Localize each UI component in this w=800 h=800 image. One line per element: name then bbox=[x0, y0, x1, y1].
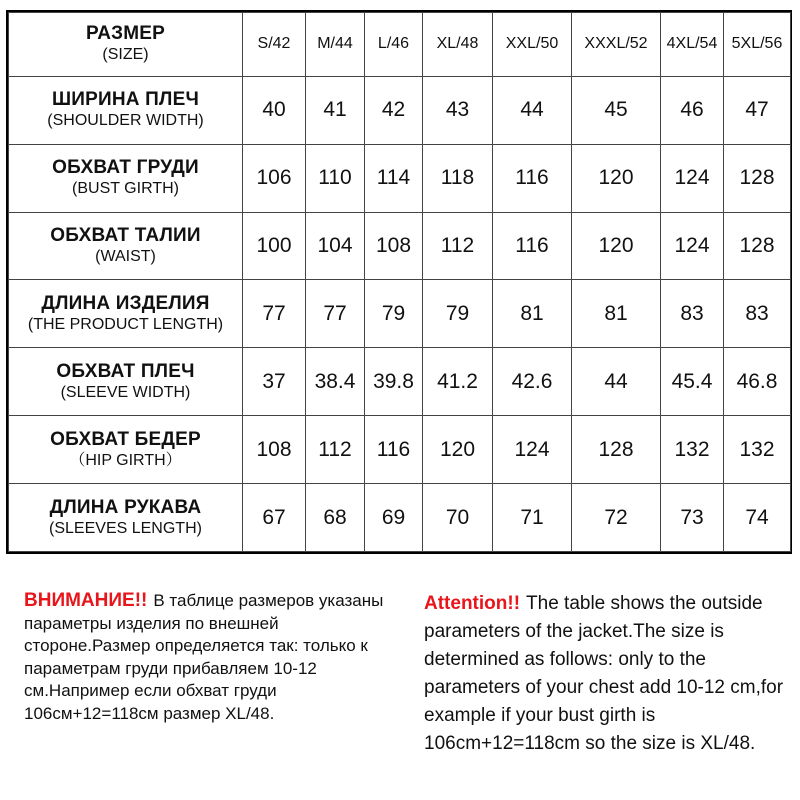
attention-heading-ru: ВНИМАНИЕ!! bbox=[24, 590, 148, 611]
row-label-ru: ДЛИНА ИЗДЕЛИЯ bbox=[41, 292, 210, 314]
table-cell-value: 41.2 bbox=[423, 348, 493, 416]
attention-note-ru bbox=[24, 590, 396, 725]
table-cell-value: 108 bbox=[365, 212, 423, 280]
table-cell-value: 68 bbox=[306, 484, 365, 552]
size-column-header: XXXL/52 bbox=[572, 13, 661, 77]
table-cell-value: 128 bbox=[724, 144, 791, 212]
table-cell-value: 40 bbox=[243, 76, 306, 144]
table-cell-value: 41 bbox=[306, 76, 365, 144]
table-cell-value: 45 bbox=[572, 76, 661, 144]
table-cell-value: 69 bbox=[365, 484, 423, 552]
table-cell-value: 83 bbox=[661, 280, 724, 348]
row-label-ru: ОБХВАТ ТАЛИИ bbox=[50, 225, 201, 247]
table-cell-value: 106 bbox=[243, 144, 306, 212]
table-cell-value: 116 bbox=[365, 416, 423, 484]
table-cell-value: 118 bbox=[423, 144, 493, 212]
table-cell-value: 72 bbox=[572, 484, 661, 552]
table-cell-value: 47 bbox=[724, 76, 791, 144]
attention-text-en: The table shows the outside parameters of the jacket.The size is determined as follows: only to the parameters of your chest add 10-12 cm,for example if your bust girth is 106cm+12=118cm so the size is XL/48. bbox=[424, 593, 784, 754]
table-cell-value: 73 bbox=[661, 484, 724, 552]
table-row bbox=[9, 484, 791, 552]
row-label-ru: ШИРИНА ПЛЕЧ bbox=[51, 89, 199, 111]
table-cell-value: 79 bbox=[365, 280, 423, 348]
table-cell-value: 104 bbox=[306, 212, 365, 280]
table-cell-value: 124 bbox=[493, 416, 572, 484]
table-cell-value: 70 bbox=[423, 484, 493, 552]
row-label-cell bbox=[9, 484, 243, 552]
row-label-en: (WAIST) bbox=[95, 248, 156, 266]
table-cell-value: 38.4 bbox=[306, 348, 365, 416]
row-label-en: (SLEEVES LENGTH) bbox=[49, 519, 202, 537]
table-cell-value: 39.8 bbox=[365, 348, 423, 416]
size-column-header: XXL/50 bbox=[493, 13, 572, 77]
table-cell-value: 114 bbox=[365, 144, 423, 212]
row-label-ru: ДЛИНА РУКАВА bbox=[49, 496, 202, 518]
table-cell-value: 37 bbox=[243, 348, 306, 416]
table-cell-value: 43 bbox=[423, 76, 493, 144]
row-label-cell bbox=[9, 416, 243, 484]
size-column-header: XL/48 bbox=[423, 13, 493, 77]
table-cell-value: 128 bbox=[572, 416, 661, 484]
size-header-label-en: (SIZE) bbox=[102, 46, 149, 64]
table-cell-value: 42.6 bbox=[493, 348, 572, 416]
table-cell-value: 45.4 bbox=[661, 348, 724, 416]
table-cell-value: 79 bbox=[423, 280, 493, 348]
row-label-en: (THE PRODUCT LENGTH) bbox=[27, 315, 224, 333]
table-cell-value: 44 bbox=[493, 76, 572, 144]
size-column-header: L/46 bbox=[365, 13, 423, 77]
size-column-header: 5XL/56 bbox=[724, 13, 791, 77]
size-column-header: M/44 bbox=[306, 13, 365, 77]
row-label-en: (SHOULDER WIDTH) bbox=[47, 112, 204, 130]
table-cell-value: 120 bbox=[572, 212, 661, 280]
table-cell-value: 132 bbox=[661, 416, 724, 484]
size-header-label-ru: РАЗМЕР bbox=[86, 23, 165, 45]
table-cell-value: 71 bbox=[493, 484, 572, 552]
row-label-cell bbox=[9, 212, 243, 280]
row-label-en: (BUST GIRTH) bbox=[72, 180, 179, 198]
table-cell-value: 120 bbox=[423, 416, 493, 484]
table-row bbox=[9, 144, 791, 212]
table-cell-value: 132 bbox=[724, 416, 791, 484]
table-cell-value: 46.8 bbox=[724, 348, 791, 416]
table-cell-value: 124 bbox=[661, 212, 724, 280]
table-cell-value: 46 bbox=[661, 76, 724, 144]
table-cell-value: 112 bbox=[306, 416, 365, 484]
row-label-ru: ОБХВАТ ПЛЕЧ bbox=[56, 360, 195, 382]
table-cell-value: 116 bbox=[493, 144, 572, 212]
row-label-cell bbox=[9, 280, 243, 348]
size-chart-table bbox=[8, 12, 791, 552]
table-row bbox=[9, 280, 791, 348]
row-label-ru: ОБХВАТ ГРУДИ bbox=[52, 157, 199, 179]
table-cell-value: 100 bbox=[243, 212, 306, 280]
table-cell-value: 83 bbox=[724, 280, 791, 348]
table-cell-value: 81 bbox=[572, 280, 661, 348]
table-row bbox=[9, 348, 791, 416]
table-cell-value: 74 bbox=[724, 484, 791, 552]
table-cell-value: 67 bbox=[243, 484, 306, 552]
size-column-header: 4XL/54 bbox=[661, 13, 724, 77]
table-cell-value: 112 bbox=[423, 212, 493, 280]
table-cell-value: 42 bbox=[365, 76, 423, 144]
table-row bbox=[9, 76, 791, 144]
attention-note-en bbox=[424, 590, 784, 758]
table-row bbox=[9, 212, 791, 280]
size-header-cell bbox=[9, 13, 243, 77]
table-cell-value: 120 bbox=[572, 144, 661, 212]
row-label-ru: ОБХВАТ БЕДЕР bbox=[50, 428, 201, 450]
table-cell-value: 128 bbox=[724, 212, 791, 280]
row-label-en: （HIP GIRTH） bbox=[69, 451, 182, 469]
table-header-row bbox=[9, 13, 791, 77]
table-cell-value: 77 bbox=[243, 280, 306, 348]
row-label-cell bbox=[9, 144, 243, 212]
table-row bbox=[9, 416, 791, 484]
size-column-header: S/42 bbox=[243, 13, 306, 77]
table-cell-value: 77 bbox=[306, 280, 365, 348]
row-label-cell bbox=[9, 76, 243, 144]
attention-heading-en: Attention!! bbox=[424, 593, 521, 614]
table-cell-value: 108 bbox=[243, 416, 306, 484]
table-cell-value: 44 bbox=[572, 348, 661, 416]
attention-text-ru: В таблице размеров указаны параметры изделия по внешней стороне.Размер определяется так: только к параметрам груди прибавляем 10-12 см.Например если обхват груди 106см+12=118см размер XL/48. bbox=[24, 591, 384, 723]
row-label-cell bbox=[9, 348, 243, 416]
table-cell-value: 110 bbox=[306, 144, 365, 212]
table-cell-value: 81 bbox=[493, 280, 572, 348]
table-cell-value: 116 bbox=[493, 212, 572, 280]
table-cell-value: 124 bbox=[661, 144, 724, 212]
row-label-en: (SLEEVE WIDTH) bbox=[60, 383, 191, 401]
